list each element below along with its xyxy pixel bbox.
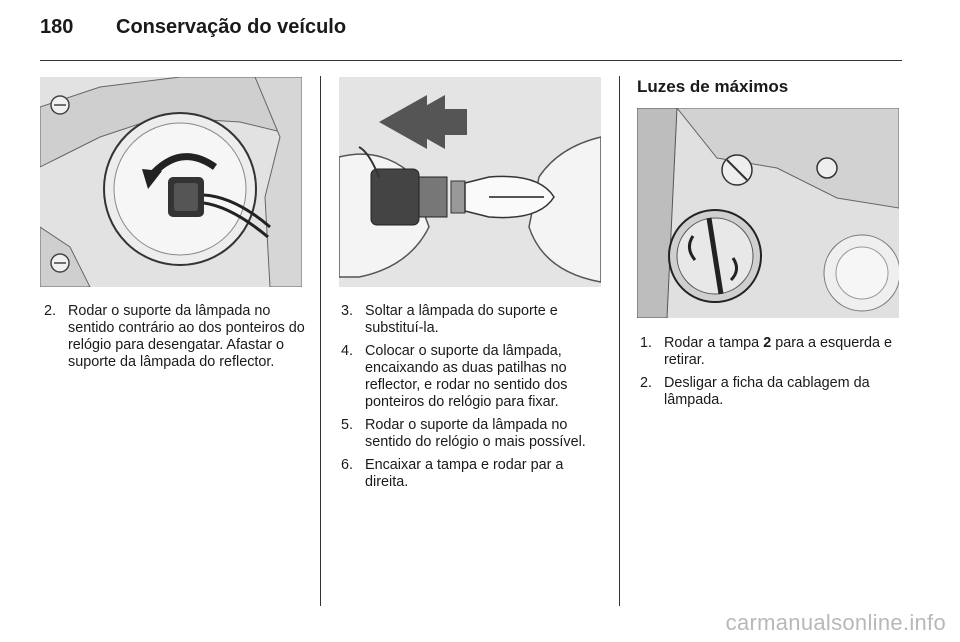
list-item: 2. Rodar o suporte da lâmpada no sentido contrário ao dos ponteiros do relógio para desengatar. Afastar o suporte da lâmpada do reflector. xyxy=(44,303,305,370)
steps-list-col2 xyxy=(341,303,603,497)
figure-bulb-holder-removal xyxy=(40,77,302,287)
header-divider xyxy=(40,60,902,61)
figure-bulb-replacement xyxy=(339,77,601,287)
list-item: 1. Rodar a tampa 2 para a esquerda e retirar. xyxy=(640,335,893,368)
list-item: 6. Encaixar a tampa e rodar par a direita. xyxy=(341,457,564,490)
chapter-title: Conservação do veículo xyxy=(116,16,347,38)
watermark: carmanualsonline.info xyxy=(725,610,946,635)
section-heading-high-beam: Luzes de máximos xyxy=(637,77,789,96)
figure-high-beam-cover xyxy=(637,108,899,318)
column-divider-2 xyxy=(619,76,620,606)
steps-list-col3 xyxy=(640,335,902,415)
high-beam-illustration xyxy=(637,108,899,318)
callout-number: 2 xyxy=(763,335,772,351)
list-item: 3. Soltar a lâmpada do suporte e substituí-la. xyxy=(341,303,558,336)
column-divider-1 xyxy=(320,76,321,606)
page-number: 180 xyxy=(40,16,74,38)
list-item: 5. Rodar o suporte da lâmpada no sentido do relógio o mais possível. xyxy=(341,417,586,450)
page-header xyxy=(40,16,346,46)
list-item: 4. Colocar o suporte da lâmpada, encaixando as duas patilhas no reflector, e rodar no sentido dos ponteiros do relógio para fixar. xyxy=(341,343,568,410)
bulb-holder-illustration xyxy=(40,77,302,287)
steps-list-col1 xyxy=(44,303,306,377)
bulb-replacement-illustration xyxy=(339,77,601,287)
list-item: 2. Desligar a ficha da cablagem da lâmpada. xyxy=(640,375,870,408)
